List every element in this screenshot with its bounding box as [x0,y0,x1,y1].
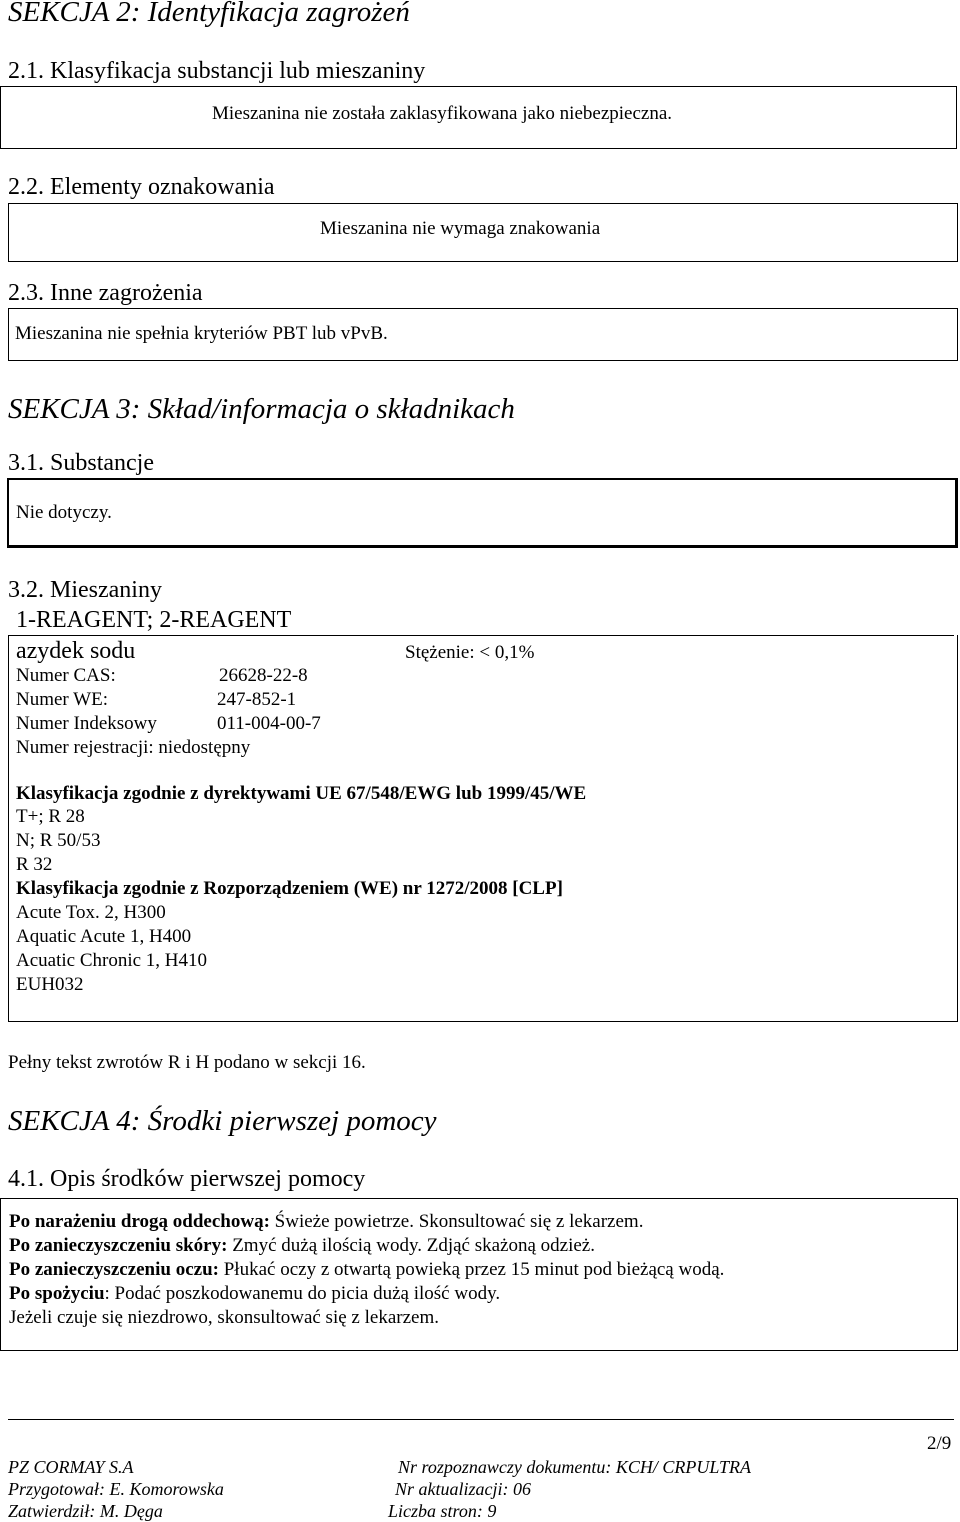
clp-class-item: EUH032 [16,974,84,995]
subsection-2-3-heading: 2.3. Inne zagrożenia [8,280,203,306]
full-text-note: Pełny tekst zwrotów R i H podano w sekcji 16. [8,1052,366,1073]
subsection-3-1-box [7,478,958,548]
eu-class-item: T+; R 28 [16,806,85,827]
approved-by: Zatwierdził: M. Dęga [8,1501,163,1521]
company-name: PZ CORMAY S.A [8,1457,134,1477]
prepared-by: Przygotował: E. Komorowska [8,1479,224,1499]
registration-number: Numer rejestracji: niedostępny [16,737,251,758]
first-aid-eyes: Po zanieczyszczeniu oczu: Płukać oczy z otwartą powieką przez 15 minut pod bieżącą wodą. [9,1259,725,1280]
clp-class-item: Aquatic Acute 1, H400 [16,926,192,947]
subsection-2-3-text: Mieszanina nie spełnia kryteriów PBT lub vPvB. [15,323,388,344]
subsection-3-1-text: Nie dotyczy. [16,502,112,523]
update-number: Nr aktualizacji: 06 [395,1479,531,1499]
eu-class-item: N; R 50/53 [16,830,101,851]
subsection-3-2-heading: 3.2. Mieszaniny [8,577,162,603]
we-label: Numer WE: [16,689,108,710]
subsection-2-1-heading: 2.1. Klasyfikacja substancji lub mieszaniny [8,58,426,84]
subsection-2-2-heading: 2.2. Elementy oznakowania [8,174,275,200]
section-3-title: SEKCJA 3: Skład/informacja o składnikach [8,393,515,425]
clp-classification-heading: Klasyfikacja zgodnie z Rozporządzeniem (WE) nr 1272/2008 [CLP] [16,878,563,899]
cas-value: 26628-22-8 [219,665,308,686]
subsection-2-1-text: Mieszanina nie została zaklasyfikowana jako niebezpieczna. [212,103,673,124]
product-name: 1-REAGENT; 2-REAGENT [16,607,292,633]
footer-divider [8,1419,954,1420]
index-value: 011-004-00-7 [217,713,321,734]
first-aid-general: Jeżeli czuje się niezdrowo, skonsultować się z lekarzem. [9,1307,439,1328]
section-2-title: SEKCJA 2: Identyfikacja zagrożeń [8,0,410,28]
section-4-title: SEKCJA 4: Środki pierwszej pomocy [8,1105,437,1137]
document-number: Nr rozpoznawczy dokumentu: KCH/ CRPULTRA [398,1457,751,1477]
subsection-2-2-text: Mieszanina nie wymaga znakowania [320,218,601,239]
first-aid-ingestion: Po spożyciu: Podać poszkodowanemu do picia dużą ilość wody. [9,1283,501,1304]
first-aid-box [0,1198,958,1351]
eu-class-item: R 32 [16,854,53,875]
eu-classification-heading: Klasyfikacja zgodnie z dyrektywami UE 67/548/EWG lub 1999/45/WE [16,783,587,804]
first-aid-inhalation: Po narażeniu drogą oddechową: Świeże powietrze. Skonsultować się z lekarzem. [9,1211,644,1232]
we-value: 247-852-1 [217,689,297,710]
subsection-2-1-box [0,86,957,149]
clp-class-item: Acuatic Chronic 1, H410 [16,950,208,971]
substance-name: azydek sodu [16,638,136,664]
subsection-4-1-heading: 4.1. Opis środków pierwszej pomocy [8,1166,366,1192]
page-number: 2/9 [927,1433,952,1454]
subsection-2-2-box [8,203,958,262]
clp-class-item: Acute Tox. 2, H300 [16,902,166,923]
cas-label: Numer CAS: [16,665,116,686]
subsection-3-1-heading: 3.1. Substancje [8,450,154,476]
concentration: Stężenie: < 0,1% [405,642,535,663]
subsection-2-3-box [8,308,958,361]
first-aid-skin: Po zanieczyszczeniu skóry: Zmyć dużą ilością wody. Zdjąć skażoną odzież. [9,1235,595,1256]
page-count: Liczba stron: 9 [388,1501,497,1521]
index-label: Numer Indeksowy [16,713,157,734]
